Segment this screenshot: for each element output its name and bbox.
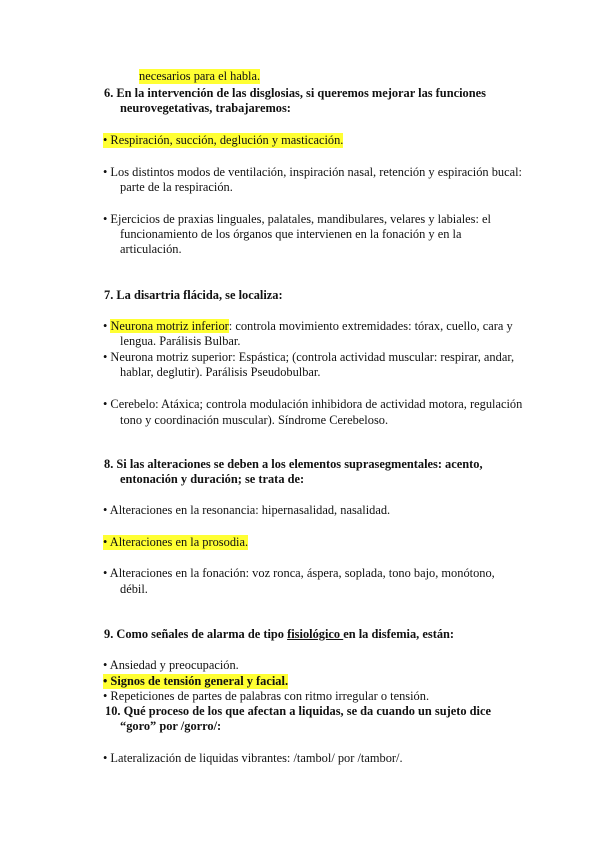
title-part: en la disfemia, están: bbox=[343, 627, 455, 641]
question-6-option-3-cont2: articulación. bbox=[120, 242, 182, 256]
question-10-title-cont: “goro” por /gorro/: bbox=[120, 719, 222, 733]
question-7-option-1 bbox=[103, 319, 513, 334]
question-9-answer-correct: • Signos de tensión general y facial. bbox=[103, 674, 289, 688]
question-6-option-3-cont: funcionamiento de los órganos que intervienen en la fonación y en la bbox=[120, 227, 462, 241]
question-7-title: 7. La disartria flácida, se localiza: bbox=[104, 288, 283, 302]
question-7-option-3: • Cerebelo: Atáxica; controla modulación inhibidora de actividad motora, regulación bbox=[103, 397, 523, 411]
question-6-option-2-cont: parte de la respiración. bbox=[120, 180, 233, 194]
question-6-option-3: • Ejercicios de praxias linguales, palatales, mandibulares, velares y labiales: el bbox=[103, 212, 491, 226]
question-8-option-3-cont: débil. bbox=[120, 582, 148, 596]
question-9-option-3: • Repeticiones de partes de palabras con ritmo irregular o tensión. bbox=[103, 689, 430, 703]
title-underlined: fisiológico bbox=[287, 627, 344, 641]
question-9-title bbox=[104, 627, 454, 642]
question-7-option-3-cont: tono y coordinación muscular). Síndrome Cerebeloso. bbox=[120, 413, 389, 427]
question-8-option-1: • Alteraciones en la resonancia: hipernasalidad, nasalidad. bbox=[103, 503, 391, 517]
question-7-option-2-cont: hablar, deglutir). Parálisis Pseudobulbar. bbox=[120, 365, 321, 379]
question-7-option-2: • Neurona motriz superior: Espástica; (controla actividad muscular: respirar, andar, bbox=[103, 350, 515, 364]
question-6-title: 6. En la intervención de las disglosias, si queremos mejorar las funciones bbox=[104, 86, 486, 100]
text-line: necesarios para el habla. bbox=[139, 69, 261, 83]
question-10-title: 10. Qué proceso de los que afectan a liquidas, se da cuando un sujeto dice bbox=[105, 704, 491, 718]
question-6-answer-correct: • Respiración, succión, deglución y masticación. bbox=[103, 133, 344, 147]
question-8-title: 8. Si las alteraciones se deben a los elementos suprasegmentales: acento, bbox=[104, 457, 483, 471]
question-10-option-1: • Lateralización de liquidas vibrantes: /tambol/ por /tambor/. bbox=[103, 751, 403, 765]
question-8-option-3: • Alteraciones en la fonación: voz ronca, áspera, soplada, tono bajo, monótono, bbox=[103, 566, 495, 580]
question-7-option-1-cont: lengua. Parálisis Bulbar. bbox=[120, 334, 241, 348]
question-6-option-2: • Los distintos modos de ventilación, inspiración nasal, retención y espiración bucal: bbox=[103, 165, 522, 179]
question-8-answer-correct: • Alteraciones en la prosodia. bbox=[103, 535, 249, 549]
bullet: • bbox=[103, 319, 111, 333]
question-7-answer-correct: Neurona motriz inferior bbox=[110, 319, 229, 333]
option-text: : controla movimiento extremidades: tórax, cuello, cara y bbox=[228, 319, 513, 333]
title-part: 9. Como señales de alarma de tipo bbox=[104, 627, 288, 641]
question-9-option-1: • Ansiedad y preocupación. bbox=[103, 658, 239, 672]
question-6-title-cont: neurovegetativas, trabajaremos: bbox=[120, 101, 291, 115]
question-8-title-cont: entonación y duración; se trata de: bbox=[120, 472, 305, 486]
